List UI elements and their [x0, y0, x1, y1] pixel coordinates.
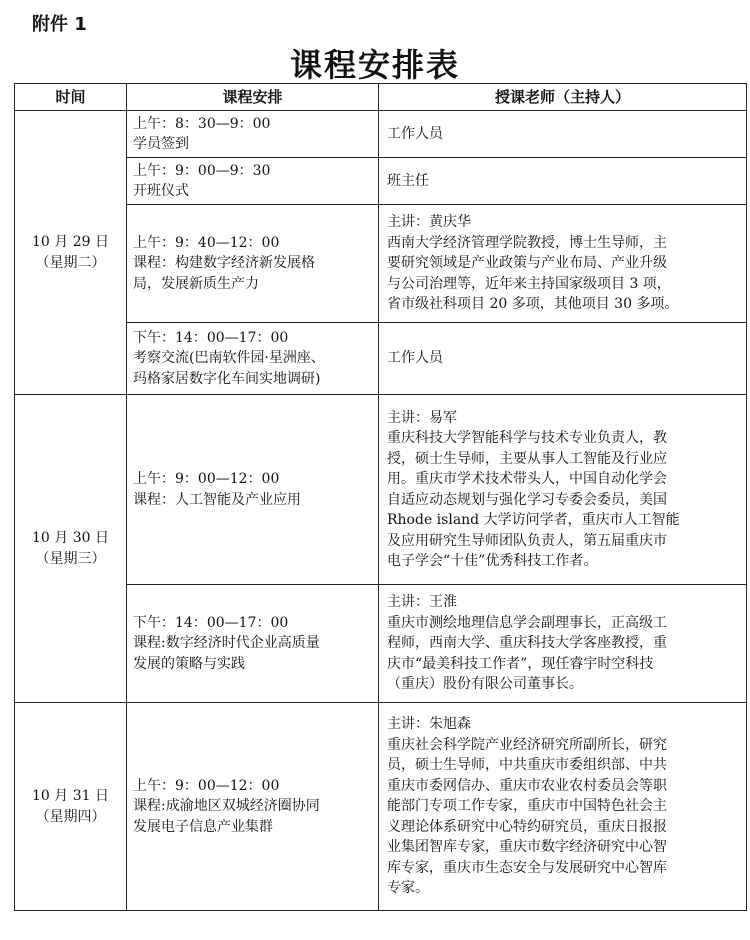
course-line: 课程：构建数字经济新发展格: [133, 255, 315, 272]
session-time: 下午：14：00—17：00: [133, 329, 289, 346]
course-cell: [127, 323, 379, 395]
course-cell: [127, 585, 379, 703]
teacher-line: 能部门专项工作专家，重庆市中国特色社会主: [387, 798, 667, 815]
course-line: 课程:数字经济时代企业高质量: [133, 635, 320, 652]
teacher-line: 程师，西南大学、重庆科技大学客座教授，重: [387, 635, 667, 652]
course-cell: [127, 395, 379, 585]
teacher-cell: [379, 111, 747, 158]
date-cell: [15, 703, 127, 911]
teacher-line: 业集团智库专家，重庆市数字经济研究中心智: [387, 839, 667, 856]
date-text: 10 月 31 日: [32, 788, 109, 804]
teacher-line: 庆市“最美科技工作者”，现任睿宇时空科技: [387, 655, 654, 672]
teacher-line: 员，硕士生导师，中共重庆市委组织部、中共: [387, 757, 667, 774]
teacher-line: 用。重庆市学术技术带头人，中国自动化学会: [387, 471, 667, 487]
teacher-line: 专家。: [387, 880, 429, 897]
teacher-line: 省市级社科项目 20 多项，其他项目 30 多项。: [387, 296, 679, 313]
course-line: 课程:成渝地区双城经济圈协同: [133, 798, 320, 815]
table-row: [15, 395, 747, 585]
teacher-line: 工作人员: [387, 125, 443, 142]
course-line: 考察交流(巴南软件园·星洲座、: [133, 350, 325, 367]
table-header-row: [15, 84, 747, 111]
header-time: 时间: [15, 84, 127, 111]
date-cell: [15, 111, 127, 395]
teacher-line: 库专家，重庆市生态安全与发展研究中心智库: [387, 859, 667, 876]
teacher-line: 主讲：易军: [387, 409, 457, 426]
teacher-line: 自适应动态规划与强化学习专委会委员，美国: [387, 491, 667, 508]
weekday-text: （星期四）: [35, 808, 106, 825]
teacher-line: （重庆）股份有限公司董事长。: [387, 676, 583, 693]
header-teacher: 授课老师（主持人）: [379, 84, 747, 111]
teacher-line: 主讲：王淮: [387, 594, 457, 611]
teacher-cell: [379, 395, 747, 585]
session-time: 上午：9：00—12：00: [133, 471, 280, 487]
teacher-line: 西南大学经济管理学院教授，博士生导师，主: [387, 234, 667, 251]
course-line: 发展电子信息产业集群: [133, 818, 273, 835]
teacher-line: 工作人员: [387, 350, 443, 367]
teacher-line: 电子学会“十佳”优秀科技工作者。: [387, 553, 598, 569]
page-title: 课程安排表: [289, 46, 460, 84]
teacher-line: 重庆科技大学智能科学与技术专业负责人，教: [387, 430, 667, 446]
teacher-cell: [379, 158, 747, 205]
session-time: 下午：14：00—17：00: [133, 614, 289, 631]
table-row: [15, 703, 747, 911]
teacher-line: 义理论体系研究中心特约研究员，重庆日报报: [387, 818, 667, 835]
course-cell: [127, 205, 379, 323]
teacher-line: 主讲：朱旭森: [387, 716, 471, 733]
weekday-text: （星期二）: [35, 254, 106, 271]
course-line: 发展的策略与实践: [133, 655, 245, 672]
teacher-line: 与公司治理等，近年来主持国家级项目 3 项，: [387, 275, 671, 292]
course-cell: [127, 158, 379, 205]
teacher-line: 主讲：黄庆华: [387, 214, 471, 231]
table-row: [15, 111, 747, 158]
course-cell: [127, 703, 379, 911]
teacher-line: 要研究领域是产业政策与产业布局、产业升级: [387, 255, 667, 272]
teacher-line: 班主任: [387, 172, 429, 189]
teacher-line: Rhode island 大学访问学者，重庆市人工智能: [387, 512, 680, 528]
table-body: [15, 111, 747, 911]
date-text: 10 月 30 日: [32, 530, 109, 546]
teacher-cell: [379, 205, 747, 323]
attachment-label: 附件 1: [32, 14, 87, 35]
session-time: 上午：8：30—9：00: [133, 115, 271, 132]
teacher-cell: [379, 585, 747, 703]
session-time: 上午：9：40—12：00: [133, 234, 280, 251]
date-cell: [15, 395, 127, 703]
course-cell: [127, 111, 379, 158]
course-line: 学员签到: [133, 136, 189, 152]
teacher-line: 及应用研究生导师团队负责人，第五届重庆市: [387, 532, 667, 549]
session-time: 上午：9：00—9：30: [133, 162, 271, 179]
session-time: 上午：9：00—12：00: [133, 777, 280, 794]
teacher-line: 重庆社会科学院产业经济研究所副所长，研究: [387, 736, 667, 753]
course-line: 开班仪式: [133, 183, 189, 199]
schedule-table: [14, 83, 747, 911]
teacher-line: 重庆市委网信办、重庆市农业农村委员会等职: [387, 777, 667, 794]
course-line: 玛格家居数字化车间实地调研): [133, 370, 321, 387]
course-line: 课程：人工智能及产业应用: [133, 491, 301, 508]
teacher-cell: [379, 703, 747, 911]
date-text: 10 月 29 日: [32, 234, 109, 250]
teacher-cell: [379, 323, 747, 395]
header-course: 课程安排: [127, 84, 379, 111]
course-line: 局，发展新质生产力: [133, 275, 259, 292]
teacher-line: 重庆市测绘地理信息学会副理事长，正高级工: [387, 614, 667, 631]
teacher-line: 授，硕士生导师，主要从事人工智能及行业应: [387, 450, 667, 467]
weekday-text: （星期三）: [35, 550, 106, 567]
